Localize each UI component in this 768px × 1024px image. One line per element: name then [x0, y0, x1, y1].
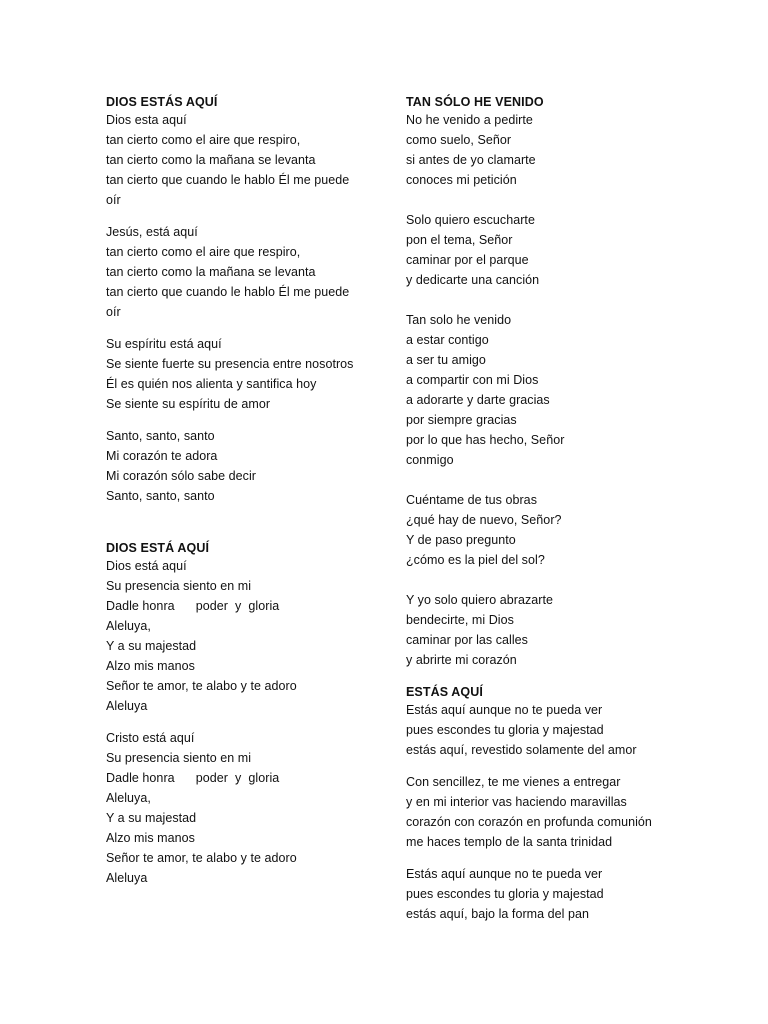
stanza	[106, 728, 386, 888]
lyric-line: caminar por las calles	[406, 633, 528, 647]
lyric-line: Y a su majestad	[106, 639, 197, 653]
song-dios-esta-aqui	[106, 538, 386, 888]
stanza	[406, 700, 706, 760]
lyric-line: y en mi interior vas haciendo maravillas	[406, 795, 627, 809]
lyric-line: tan cierto como el aire que respiro,	[106, 245, 301, 259]
lyric-line: Jesús, está aquí	[106, 225, 198, 239]
lyric-line: conoces mi petición	[406, 173, 517, 187]
lyric-line: tan cierto que cuando le hablo Él me puede	[106, 285, 350, 299]
lyric-line: ¿cómo es la piel del sol?	[406, 553, 545, 567]
lyric-line: Mi corazón sólo sabe decir	[106, 469, 256, 483]
lyric-line: a compartir con mi Dios	[406, 373, 539, 387]
lyric-line: a adorarte y darte gracias	[406, 393, 550, 407]
lyric-line: Con sencillez, te me vienes a entregar	[406, 775, 621, 789]
stanza	[106, 110, 386, 210]
stanza	[106, 222, 386, 322]
lyric-line: Y yo solo quiero abrazarte	[406, 593, 553, 607]
lyric-line: Mi corazón te adora	[106, 449, 218, 463]
lyric-line: Tan solo he venido	[406, 313, 512, 327]
lyric-line: Su presencia siento en mi	[106, 751, 252, 765]
lyric-line: por lo que has hecho, Señor	[406, 433, 565, 447]
lyric-line: como suelo, Señor	[406, 133, 512, 147]
song-title: TAN SÓLO HE VENIDO	[406, 95, 544, 109]
lyric-line: Solo quiero escucharte	[406, 213, 535, 227]
song-title: DIOS ESTÁS AQUÍ	[106, 95, 218, 109]
lyric-line: y abrirte mi corazón	[406, 653, 517, 667]
right-column	[406, 92, 706, 924]
lyric-line: oír	[106, 193, 121, 207]
lyric-line: Su presencia siento en mi	[106, 579, 252, 593]
lyric-line: Cristo está aquí	[106, 731, 195, 745]
song-dios-estas-aqui	[106, 92, 386, 506]
lyric-line: Dios está aquí	[106, 559, 187, 573]
stanza	[406, 772, 706, 852]
lyric-line: Aleluya,	[106, 791, 151, 805]
lyric-line: Alzo mis manos	[106, 659, 195, 673]
lyric-line: Estás aquí aunque no te pueda ver	[406, 703, 603, 717]
song-title: DIOS ESTÁ AQUÍ	[106, 541, 210, 555]
lyric-line: Santo, santo, santo	[106, 489, 215, 503]
lyric-line: Santo, santo, santo	[106, 429, 215, 443]
stanza	[106, 556, 386, 716]
left-column	[106, 92, 386, 888]
lyric-line: Cuéntame de tus obras	[406, 493, 537, 507]
lyric-line: tan cierto como el aire que respiro,	[106, 133, 301, 147]
lyric-line: tan cierto que cuando le hablo Él me puede	[106, 173, 350, 187]
lyric-line: Su espíritu está aquí	[106, 337, 222, 351]
lyric-line: oír	[106, 305, 121, 319]
lyric-line: a ser tu amigo	[406, 353, 486, 367]
lyric-line: si antes de yo clamarte	[406, 153, 536, 167]
lyric-line: Dios esta aquí	[106, 113, 187, 127]
stanza	[406, 210, 706, 290]
song-estas-aqui	[406, 682, 706, 924]
lyric-line: Y de paso pregunto	[406, 533, 516, 547]
lyric-line: caminar por el parque	[406, 253, 529, 267]
lyric-line: Señor te amor, te alabo y te adoro	[106, 679, 297, 693]
stanza	[406, 110, 706, 190]
lyric-line: tan cierto como la mañana se levanta	[106, 153, 316, 167]
song-title: ESTÁS AQUÍ	[406, 685, 483, 699]
lyric-line: Aleluya	[106, 699, 148, 713]
lyric-line: Dadle honra poder y gloria	[106, 771, 280, 785]
stanza	[406, 590, 706, 670]
stanza	[406, 310, 706, 470]
lyric-line: y dedicarte una canción	[406, 273, 540, 287]
lyric-line: Aleluya	[106, 871, 148, 885]
lyric-line: Estás aquí aunque no te pueda ver	[406, 867, 603, 881]
stanza	[406, 864, 706, 924]
lyric-line: No he venido a pedirte	[406, 113, 533, 127]
lyric-line: Se siente fuerte su presencia entre nosotros	[106, 357, 354, 371]
lyric-line: pues escondes tu gloria y majestad	[406, 723, 604, 737]
stanza	[406, 490, 706, 570]
lyric-line: bendecirte, mi Dios	[406, 613, 514, 627]
lyric-line: corazón con corazón en profunda comunión	[406, 815, 652, 829]
lyric-line: me haces templo de la santa trinidad	[406, 835, 613, 849]
lyric-line: pon el tema, Señor	[406, 233, 513, 247]
lyric-line: por siempre gracias	[406, 413, 517, 427]
lyric-line: Se siente su espíritu de amor	[106, 397, 271, 411]
lyric-line: Él es quién nos alienta y santifica hoy	[106, 377, 317, 391]
lyric-line: Y a su majestad	[106, 811, 197, 825]
lyric-line: pues escondes tu gloria y majestad	[406, 887, 604, 901]
lyric-line: Aleluya,	[106, 619, 151, 633]
lyric-line: ¿qué hay de nuevo, Señor?	[406, 513, 562, 527]
lyric-line: tan cierto como la mañana se levanta	[106, 265, 316, 279]
lyric-line: Alzo mis manos	[106, 831, 195, 845]
lyric-line: estás aquí, revestido solamente del amor	[406, 743, 637, 757]
lyric-line: a estar contigo	[406, 333, 489, 347]
lyric-line: conmigo	[406, 453, 454, 467]
stanza	[106, 334, 386, 414]
song-tan-solo-he-venido	[406, 92, 706, 670]
lyric-line: Señor te amor, te alabo y te adoro	[106, 851, 297, 865]
lyric-line: Dadle honra poder y gloria	[106, 599, 280, 613]
lyric-line: estás aquí, bajo la forma del pan	[406, 907, 590, 921]
stanza	[106, 426, 386, 506]
